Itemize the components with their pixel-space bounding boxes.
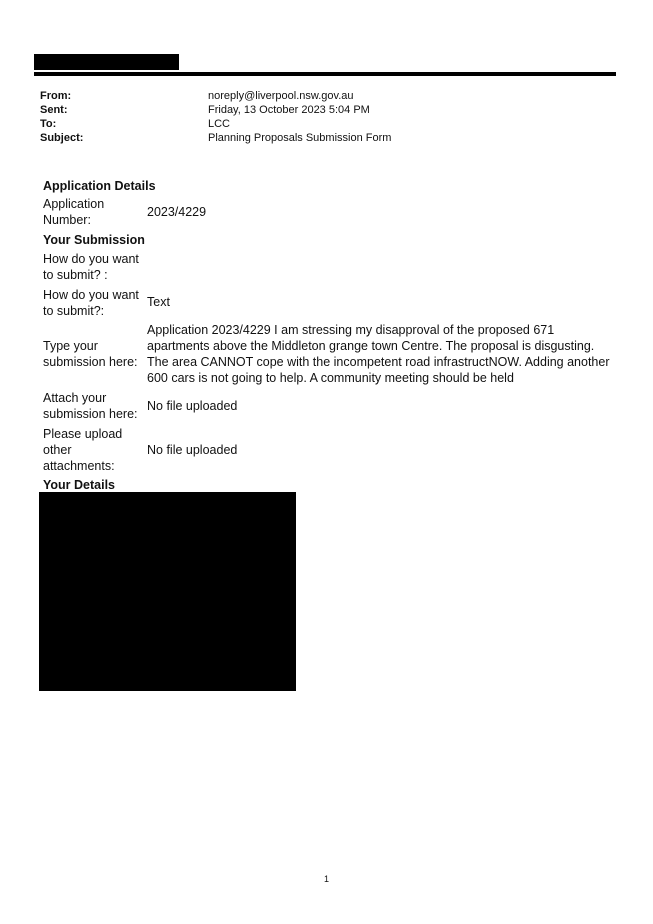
- page-number: 1: [323, 874, 329, 884]
- subject-row: [40, 131, 600, 145]
- application-number-value: 2023/4229: [147, 205, 207, 219]
- section-your-details: Your Details: [43, 478, 116, 492]
- application-number-label: Application Number:: [43, 197, 105, 227]
- other-attachments-value: No file uploaded: [147, 443, 238, 457]
- redacted-personal-details: [39, 492, 296, 691]
- attach-submission-label: Attach your submission here:: [43, 391, 138, 421]
- attach-submission-value: No file uploaded: [147, 399, 238, 413]
- other-attachments-label: Please upload other attachments:: [43, 427, 123, 473]
- how-submit-value: Text: [147, 295, 170, 309]
- section-your-submission: Your Submission: [43, 233, 145, 247]
- from-row: [40, 89, 600, 103]
- to-row: [40, 117, 600, 131]
- subject-value: Planning Proposals Submission Form: [208, 132, 392, 144]
- how-submit-label-1: How do you want to submit? :: [43, 252, 139, 282]
- how-submit-label-2: How do you want to submit?:: [43, 288, 139, 318]
- sent-value: Friday, 13 October 2023 5:04 PM: [208, 104, 370, 116]
- type-submission-value: Application 2023/4229 I am stressing my disapproval of the proposed 671 apartments above the Middleton grange town Centre. The proposal is disgusting. The area CANNOT cope with the incompetent road infrastructNOW. Adding another 600 cars is not going to help. A community meeting should be held: [147, 323, 610, 385]
- from-value: noreply@liverpool.nsw.gov.au: [208, 90, 354, 102]
- type-submission-label: Type your submission here:: [43, 339, 138, 369]
- to-label: To:: [40, 118, 57, 130]
- to-value: LCC: [208, 118, 231, 130]
- redacted-sender-name: [34, 54, 179, 70]
- sent-label: Sent:: [40, 104, 68, 116]
- subject-label: Subject:: [40, 132, 84, 144]
- header-rule: [34, 72, 616, 76]
- from-label: From:: [40, 90, 72, 102]
- sent-row: [40, 103, 600, 117]
- section-application-details: Application Details: [43, 179, 156, 193]
